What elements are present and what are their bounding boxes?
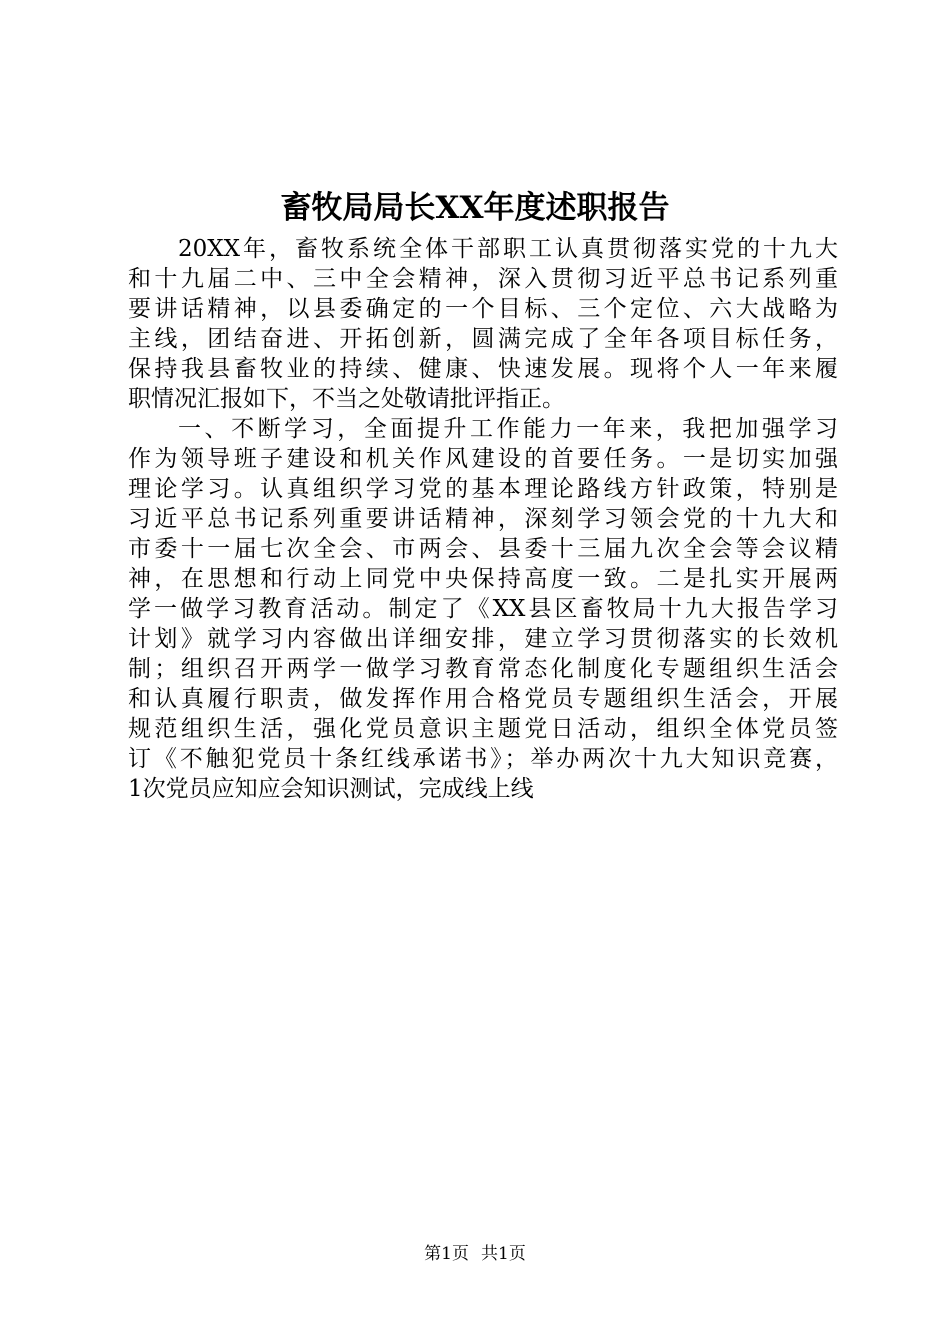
paragraph-2-line-13: 1次党员应知应会知识测试，完成线上线 [128,776,534,802]
paragraph-2-line-7: 学一做学习教育活动。制定了《XX县区畜牧局十九大报告学习 [128,596,838,622]
page-number: 第1页 [424,1244,469,1264]
paragraph-2-line-3: 理论学习。认真组织学习党的基本理论路线方针政策，特别是 [128,476,838,502]
paragraph-1-line-5: 保持我县畜牧业的持续、健康、快速发展。现将个人一年来履 [128,356,838,382]
paragraph-1-line-6: 职情况汇报如下，不当之处敬请批评指正。 [128,386,565,412]
page-footer [0,1242,950,1266]
paragraph-2-line-2: 作为领导班子建设和机关作风建设的首要任务。一是切实加强 [128,446,838,472]
paragraph-2-line-4: 习近平总书记系列重要讲话精神，深刻学习领会党的十九大和 [128,506,838,532]
page-total: 共1页 [481,1244,526,1264]
paragraph-2-line-8: 计划》就学习内容做出详细安排，建立学习贯彻落实的长效机 [128,626,838,652]
paragraph-2-line-10: 和认真履行职责，做发挥作用合格党员专题组织生活会，开展 [128,686,838,712]
paragraph-2-line-5: 市委十一届七次全会、市两会、县委十三届九次全会等会议精 [128,536,838,562]
paragraph-2-line-11: 规范组织生活，强化党员意识主题党日活动，组织全体党员签 [128,716,838,742]
paragraph-1-line-2: 和十九届二中、三中全会精神，深入贯彻习近平总书记系列重 [128,266,838,292]
paragraph-2-line-9: 制；组织召开两学一做学习教育常态化制度化专题组织生活会 [128,656,838,682]
paragraph-2-line-1: 一、不断学习，全面提升工作能力一年来，我把加强学习 [178,416,838,442]
paragraph-1-line-3: 要讲话精神，以县委确定的一个目标、三个定位、六大战略为 [128,296,838,322]
paragraph-2-line-12: 订《不触犯党员十条红线承诺书》；举办两次十九大知识竞赛， [128,746,838,772]
document-body [128,234,838,804]
paragraph-1-line-1: 20XX年，畜牧系统全体干部职工认真贯彻落实党的十九大 [178,236,838,262]
paragraph-1-line-4: 主线，团结奋进、开拓创新，圆满完成了全年各项目标任务， [128,326,838,352]
paragraph-2-line-6: 神，在思想和行动上同党中央保持高度一致。二是扎实开展两 [128,566,838,592]
document-title: 畜牧局局长XX年度述职报告 [280,190,670,226]
